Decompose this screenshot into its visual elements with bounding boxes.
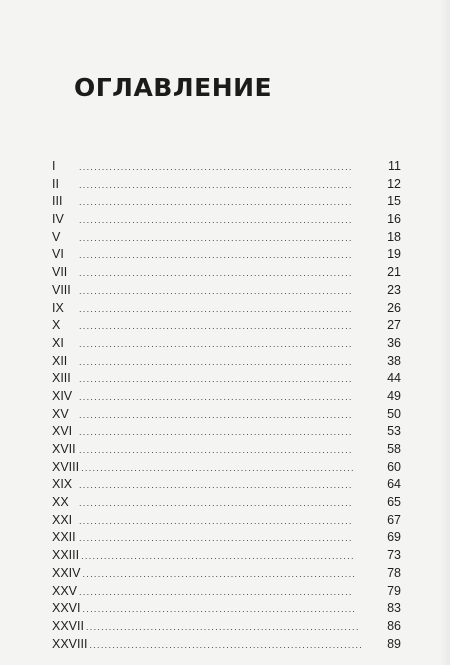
- toc-entry-label: XI: [52, 335, 64, 350]
- toc-entry-page-number: 26: [387, 300, 401, 315]
- toc-dot-leader: [79, 194, 365, 212]
- toc-entry-page-number: 79: [387, 583, 401, 598]
- toc-entry-label: XVII: [52, 442, 76, 456]
- toc-entry-label: XXIV: [52, 565, 81, 580]
- toc-entry: [52, 476, 401, 494]
- toc-entry: [52, 353, 401, 371]
- toc-entry-label: XIV: [52, 388, 73, 403]
- toc-dot-leader: [79, 513, 365, 531]
- toc-entry-page-number: 23: [387, 282, 401, 297]
- toc-dot-leader: [79, 247, 365, 265]
- toc-dot-leader: [79, 212, 365, 230]
- toc-entry: [52, 282, 401, 300]
- toc-entry: [52, 176, 401, 194]
- toc-entry-page-number: 15: [387, 194, 401, 209]
- toc-entry-page-number: 78: [387, 565, 401, 580]
- toc-entry: [52, 423, 401, 441]
- toc-entry-label: XXII: [52, 530, 76, 545]
- toc-entry-label: XX: [52, 495, 69, 510]
- toc-entry-label: XV: [52, 406, 69, 421]
- toc-dot-leader: [81, 548, 365, 566]
- toc-entry: [52, 618, 401, 636]
- toc-entry-page-number: 19: [387, 247, 401, 262]
- toc-dot-leader: [79, 354, 365, 372]
- page-title: ОГЛАВЛЕНИЕ: [74, 72, 273, 102]
- toc-entry-page-number: 69: [387, 530, 401, 545]
- toc-entry-label: X: [52, 318, 61, 333]
- toc-entry-page-number: 11: [388, 159, 401, 173]
- toc-dot-leader: [83, 601, 366, 619]
- toc-dot-leader: [79, 442, 365, 460]
- toc-dot-leader: [79, 584, 365, 602]
- toc-entry: [52, 229, 401, 247]
- toc-entry-label: VII: [52, 265, 68, 280]
- toc-dot-leader: [79, 265, 365, 283]
- toc-entry-label: I: [52, 159, 56, 173]
- toc-dot-leader: [89, 637, 365, 655]
- toc-entry-label: XXIII: [52, 548, 80, 563]
- toc-entry-label: XIII: [52, 371, 71, 386]
- toc-entry-page-number: 44: [387, 371, 401, 386]
- toc-entry: [52, 636, 401, 654]
- toc-dot-leader: [79, 283, 365, 301]
- toc-dot-leader: [86, 619, 365, 637]
- toc-entry-page-number: 64: [387, 477, 401, 492]
- toc-entry-label: VIII: [52, 282, 71, 297]
- toc-dot-leader: [79, 336, 365, 354]
- page-edge-shadow: [440, 0, 450, 665]
- toc-entry-page-number: 49: [387, 388, 401, 403]
- toc-entry: [52, 317, 401, 335]
- table-of-contents: [52, 158, 401, 653]
- toc-dot-leader: [79, 318, 365, 336]
- toc-entry-label: XXVIII: [52, 636, 88, 651]
- toc-dot-leader: [79, 371, 365, 389]
- toc-entry-label: XXVII: [52, 618, 84, 633]
- toc-entry-page-number: 27: [387, 318, 401, 333]
- toc-entry: [52, 370, 401, 388]
- toc-entry-label: II: [52, 176, 59, 191]
- toc-dot-leader: [79, 389, 365, 407]
- toc-entry: [52, 512, 401, 530]
- toc-entry-page-number: 21: [387, 265, 401, 280]
- toc-entry-label: XXVI: [52, 601, 81, 616]
- toc-entry-page-number: 58: [387, 442, 401, 456]
- toc-entry: [52, 246, 401, 264]
- toc-entry-page-number: 60: [387, 459, 401, 474]
- toc-entry: [52, 388, 401, 406]
- toc-dot-leader: [79, 230, 365, 248]
- toc-entry: [52, 335, 401, 353]
- toc-entry: [52, 583, 401, 601]
- toc-dot-leader: [79, 301, 365, 319]
- toc-entry-page-number: 86: [387, 618, 401, 633]
- toc-entry: [52, 300, 401, 318]
- toc-dot-leader: [83, 566, 366, 584]
- toc-entry-label: V: [52, 229, 61, 244]
- toc-entry-page-number: 36: [387, 335, 401, 350]
- toc-dot-leader: [79, 530, 365, 548]
- toc-entry-page-number: 18: [387, 229, 401, 244]
- toc-entry-label: XIX: [52, 477, 73, 492]
- toc-entry-page-number: 50: [387, 406, 401, 421]
- toc-entry-page-number: 73: [387, 548, 401, 563]
- toc-entry-page-number: 67: [387, 512, 401, 527]
- toc-entry: [52, 441, 401, 459]
- toc-entry-label: XVIII: [52, 459, 80, 474]
- toc-dot-leader: [79, 159, 365, 177]
- toc-entry-page-number: 38: [387, 353, 401, 368]
- toc-entry-page-number: 53: [387, 424, 401, 439]
- toc-entry-label: XVI: [52, 424, 73, 439]
- toc-entry: [52, 565, 401, 583]
- toc-entry: [52, 459, 401, 477]
- toc-dot-leader: [79, 495, 365, 513]
- toc-entry: [52, 529, 401, 547]
- toc-entry: [52, 494, 401, 512]
- toc-entry-page-number: 65: [387, 495, 401, 510]
- toc-entry: [52, 264, 401, 282]
- toc-entry-label: IV: [52, 212, 64, 227]
- toc-entry: [52, 406, 401, 424]
- toc-entry-label: VI: [52, 247, 64, 262]
- toc-entry: [52, 600, 401, 618]
- toc-dot-leader: [79, 424, 365, 442]
- toc-entry-label: XXI: [52, 512, 73, 527]
- toc-entry-label: XII: [52, 353, 68, 368]
- toc-entry: [52, 193, 401, 211]
- toc-dot-leader: [81, 460, 365, 478]
- toc-entry-page-number: 89: [387, 636, 401, 651]
- toc-entry-page-number: 83: [387, 601, 401, 616]
- toc-entry: [52, 547, 401, 565]
- toc-entry: [52, 211, 401, 229]
- toc-dot-leader: [79, 477, 365, 495]
- toc-entry-page-number: 16: [387, 212, 401, 227]
- toc-dot-leader: [79, 407, 365, 425]
- toc-entry: [52, 158, 401, 176]
- toc-entry-label: XXV: [52, 583, 78, 598]
- toc-entry-page-number: 12: [387, 176, 401, 191]
- toc-entry-label: IX: [52, 300, 64, 315]
- toc-entry-label: III: [52, 194, 63, 209]
- toc-dot-leader: [79, 177, 365, 195]
